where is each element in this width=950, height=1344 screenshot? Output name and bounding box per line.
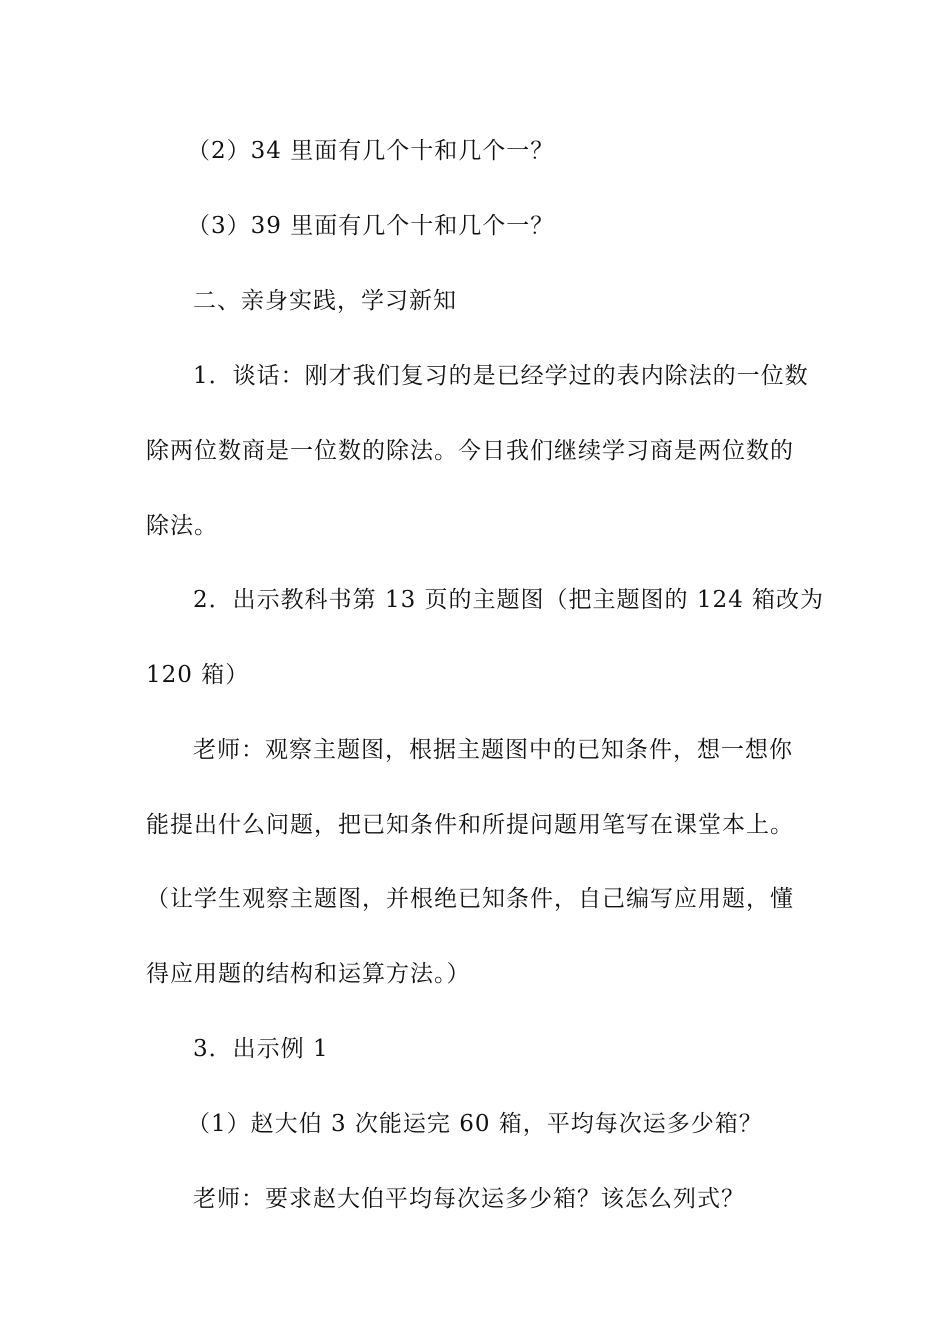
- teacher-paragraph-line-2: 能提出什么问题，把已知条件和所提问题用笔写在课堂本上。: [146, 812, 794, 838]
- example-heading: 3．出示例 1: [193, 1036, 329, 1062]
- paragraph-1-line-3: 除法。: [146, 513, 218, 539]
- paragraph-2-line-1: 2．出示教科书第 13 页的主题图（把主题图的 124 箱改为: [193, 587, 825, 613]
- teacher-paragraph-line-1: 老师：观察主题图，根据主题图中的已知条件，想一想你: [193, 737, 793, 763]
- example-question-1: （1）赵大伯 3 次能运完 60 箱，平均每次运多少箱？: [187, 1111, 763, 1137]
- note-paragraph-line-2: 得应用题的结构和运算方法。）: [146, 961, 471, 987]
- note-paragraph-line-1: （让学生观察主题图，并根绝已知条件，自己编写应用题，懂: [146, 886, 794, 912]
- teacher-question-line: 老师：要求赵大伯平均每次运多少箱？该怎么列式？: [193, 1186, 745, 1212]
- paragraph-1-line-2: 除两位数商是一位数的除法。今日我们继续学习商是两位数的: [146, 438, 794, 464]
- paragraph-1-line-1: 1．谈话：刚才我们复习的是已经学过的表内除法的一位数: [193, 363, 809, 389]
- question-3-line: （3）39 里面有几个十和几个一？: [187, 213, 555, 239]
- section-heading: 二、亲身实践，学习新知: [193, 288, 457, 314]
- paragraph-2-line-2: 120 箱）: [146, 662, 250, 688]
- question-2-line: （2）34 里面有几个十和几个一？: [187, 138, 555, 164]
